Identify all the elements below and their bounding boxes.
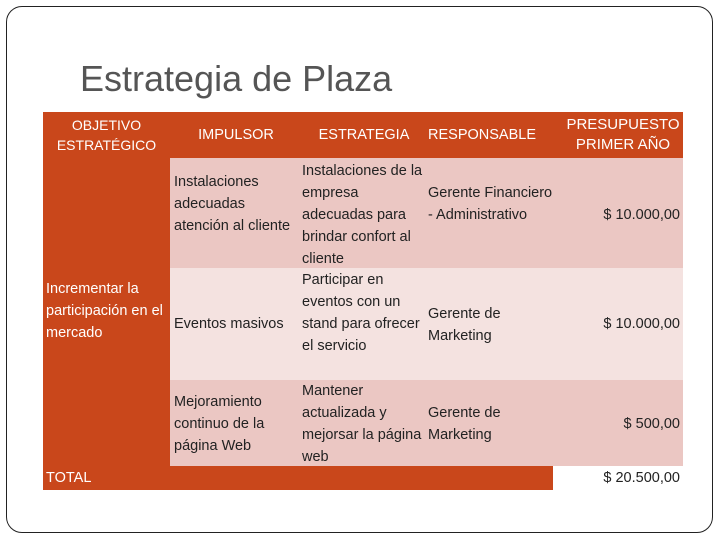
row1-estrategia: Instalaciones de la empresa adecuadas para brindar confort al cliente bbox=[302, 158, 426, 268]
slide-title: Estrategia de Plaza bbox=[80, 58, 393, 99]
row3-presupuesto: $ 500,00 bbox=[553, 380, 683, 466]
row1-presupuesto: $ 10.000,00 bbox=[553, 158, 683, 268]
row3-estrategia: Mantener actualizada y mejorsar la página web bbox=[302, 380, 426, 466]
header-estrategia: ESTRATEGIA bbox=[302, 112, 426, 158]
total-value-cell: $ 20.500,00 bbox=[553, 466, 683, 490]
row2-estrategia: Participar en eventos con un stand para ofrecer el servicio bbox=[302, 268, 426, 380]
row1-impulsor: Instalaciones adecuadas atención al cliente bbox=[170, 158, 302, 268]
row1-responsable: Gerente Financiero - Administrativo bbox=[426, 158, 553, 268]
row3-impulsor: Mejoramiento continuo de la página Web bbox=[170, 380, 302, 466]
row2-responsable: Gerente de Marketing bbox=[426, 268, 553, 380]
row3-responsable: Gerente de Marketing bbox=[426, 380, 553, 466]
header-presupuesto: PRESUPUESTO PRIMER AÑO bbox=[553, 112, 683, 158]
objetivo-cell: Incrementar la participación en el mercado bbox=[43, 158, 170, 466]
total-label-cell: TOTAL bbox=[43, 466, 553, 490]
header-objetivo: OBJETIVO ESTRATÉGICO bbox=[43, 112, 170, 158]
header-impulsor: IMPULSOR bbox=[170, 112, 302, 158]
strategy-table bbox=[43, 112, 683, 490]
row2-impulsor: Eventos masivos bbox=[170, 268, 302, 380]
row2-presupuesto: $ 10.000,00 bbox=[553, 268, 683, 380]
header-responsable: RESPONSABLE bbox=[426, 112, 553, 158]
